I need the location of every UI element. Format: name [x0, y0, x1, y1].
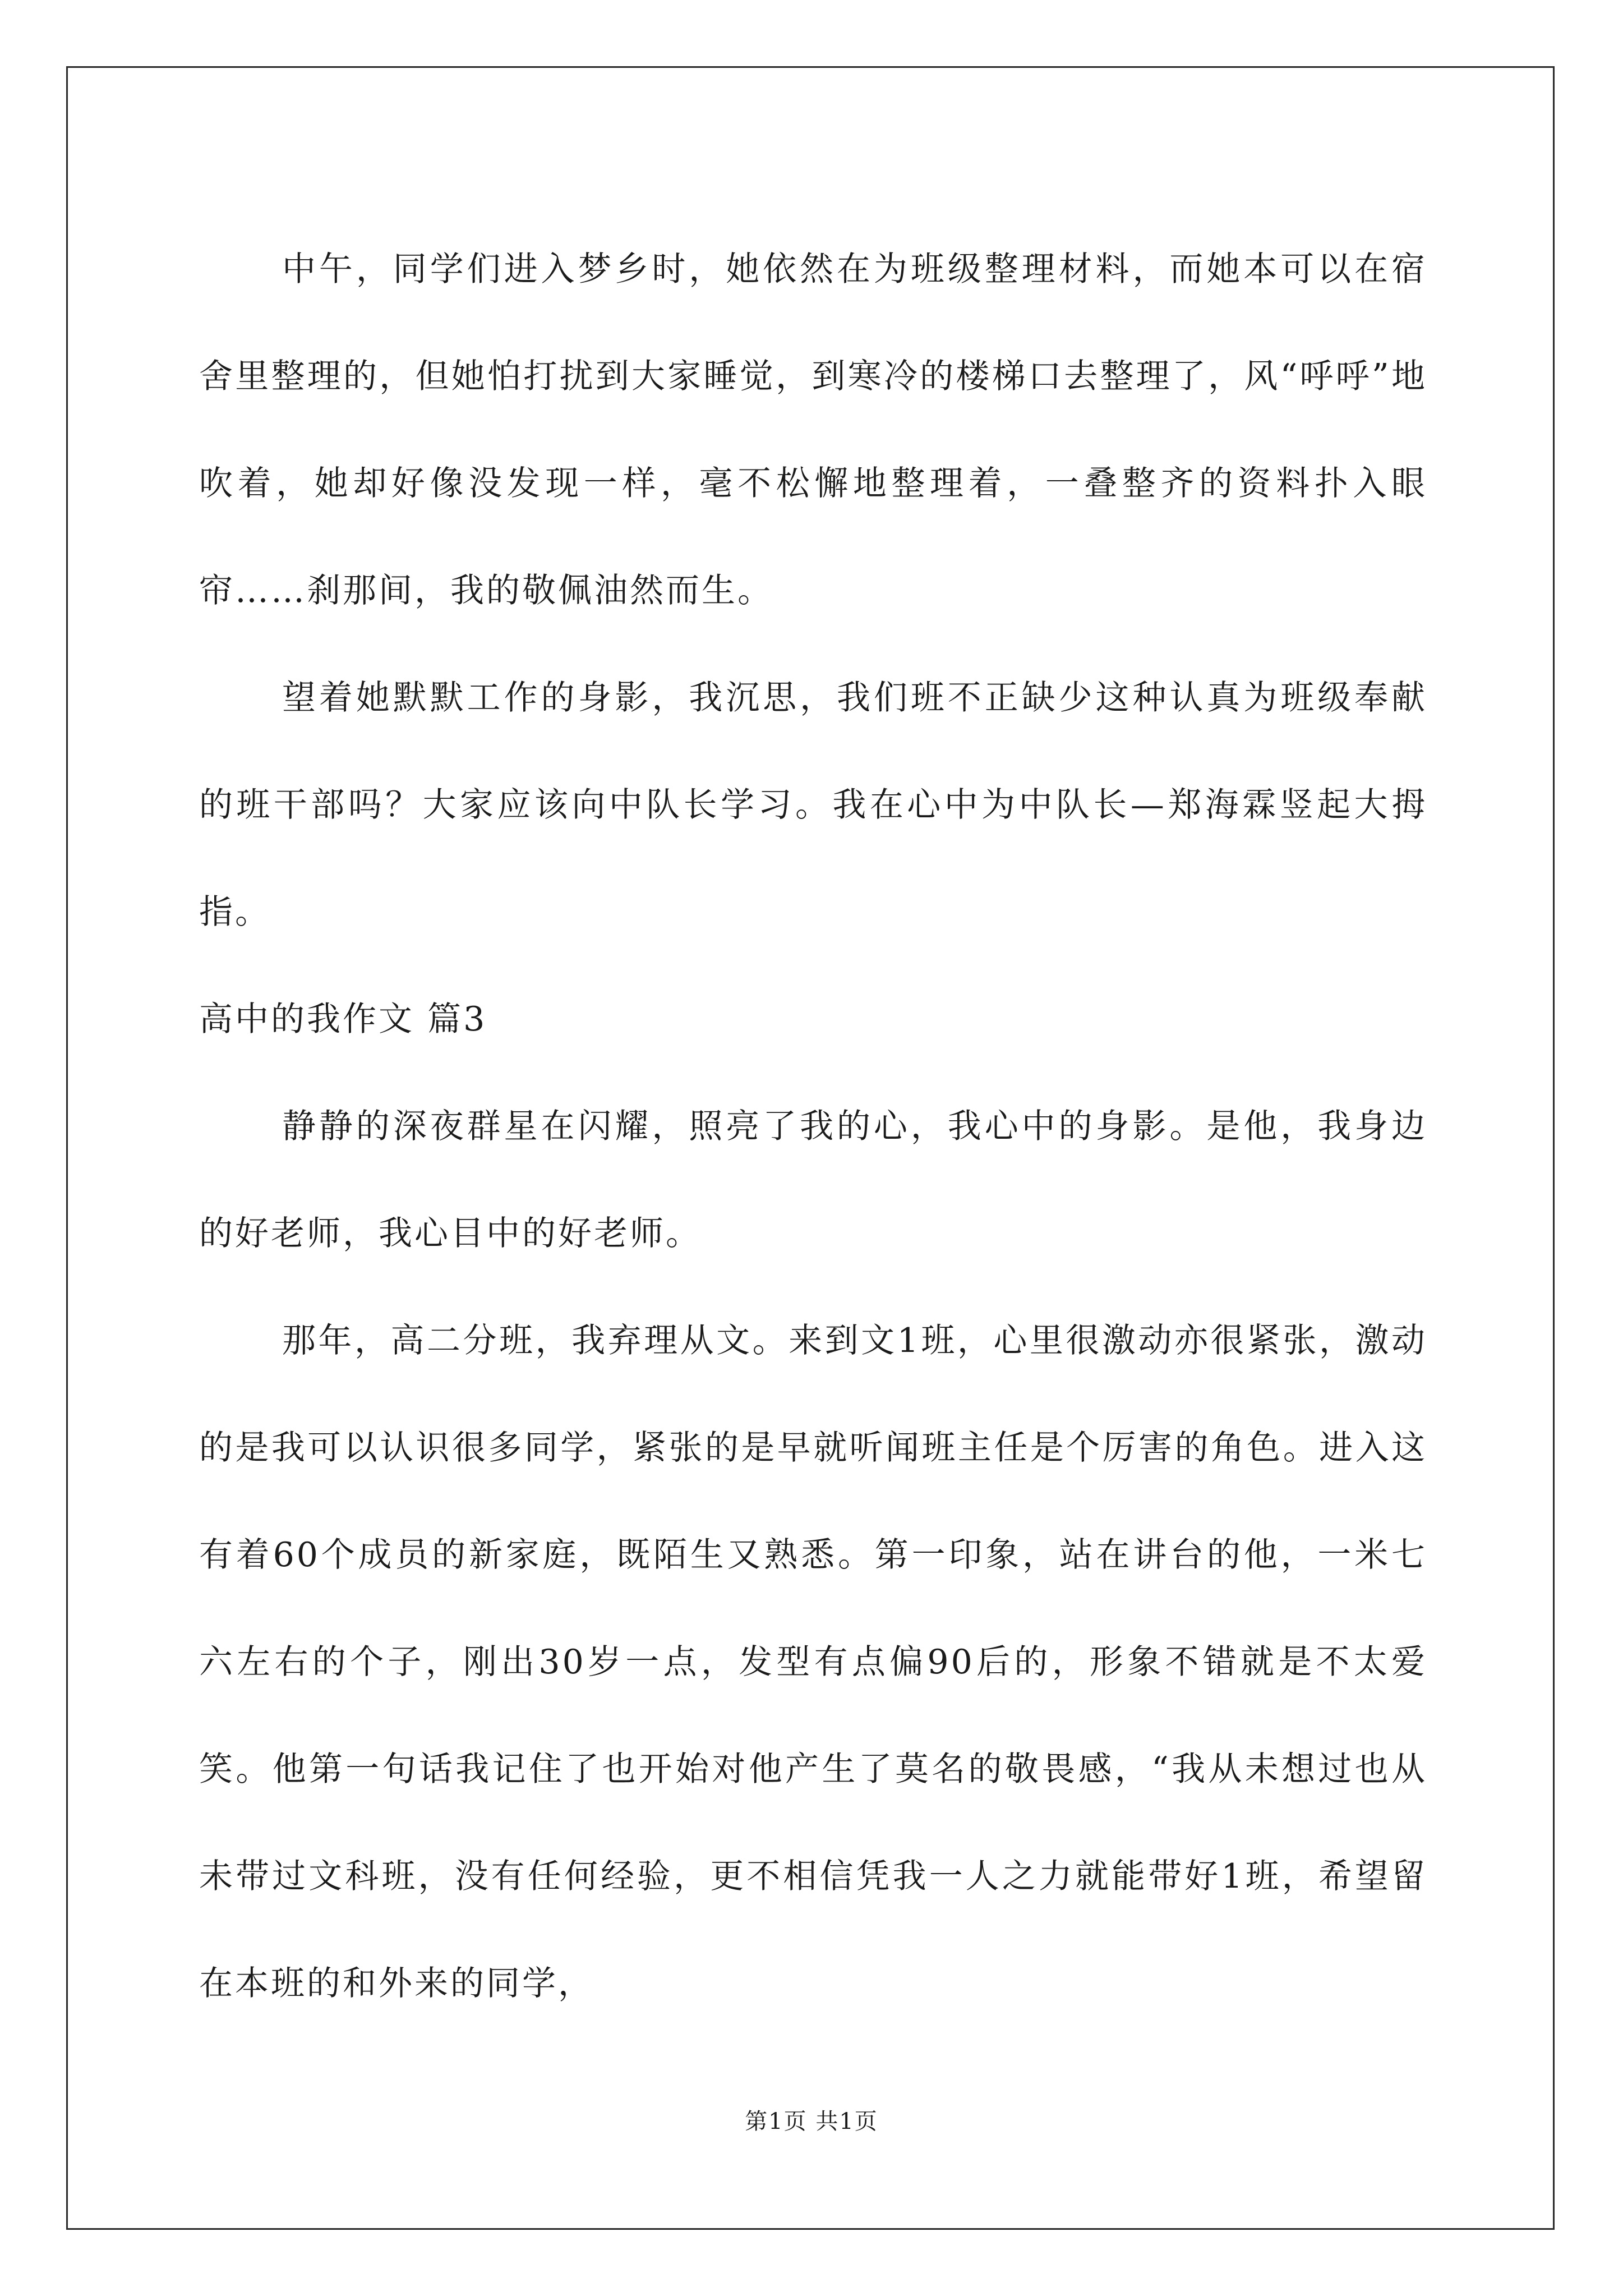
- section-heading: 高中的我作文 篇3: [199, 1000, 487, 1039]
- page-number-footer: 第1页 共1页: [745, 2109, 878, 2134]
- paragraph: 静静的深夜群星在闪耀，照亮了我的心，我心中的身影。是他，我身边的好老师，我心目中的好老师。: [199, 1107, 1427, 1253]
- paragraph: 望着她默默工作的身影，我沉思，我们班不正缺少这种认真为班级奉献的班干部吗？大家应该向中队长学习。我在心中为中队长—郑海霖竖起大拇指。: [199, 678, 1427, 932]
- document-body: [199, 216, 1427, 2037]
- paragraph: 那年，高二分班，我弃理从文。来到文1班，心里很激动亦很紧张，激动的是我可以认识很多同学，紧张的是早就听闻班主任是个厉害的角色。进入这有着60个成员的新家庭，既陌生又熟悉。第一印象，站在讲台的他，一米七六左右的个子，刚出30岁一点，发型有点偏90后的，形象不错就是不太爱笑。他第一句话我记住了也开始对他产生了莫名的敬畏感，“我从未想过也从未带过文科班，没有任何经验，更不相信凭我一人之力就能带好1班，希望留在本班的和外来的同学，: [199, 1321, 1427, 2003]
- paragraph: 中午，同学们进入梦乡时，她依然在为班级整理材料，而她本可以在宿舍里整理的，但她怕打扰到大家睡觉，到寒冷的楼梯口去整理了，风“呼呼”地吹着，她却好像没发现一样，毫不松懈地整理着，一叠整齐的资料扑入眼帘……刹那间，我的敬佩油然而生。: [199, 250, 1427, 610]
